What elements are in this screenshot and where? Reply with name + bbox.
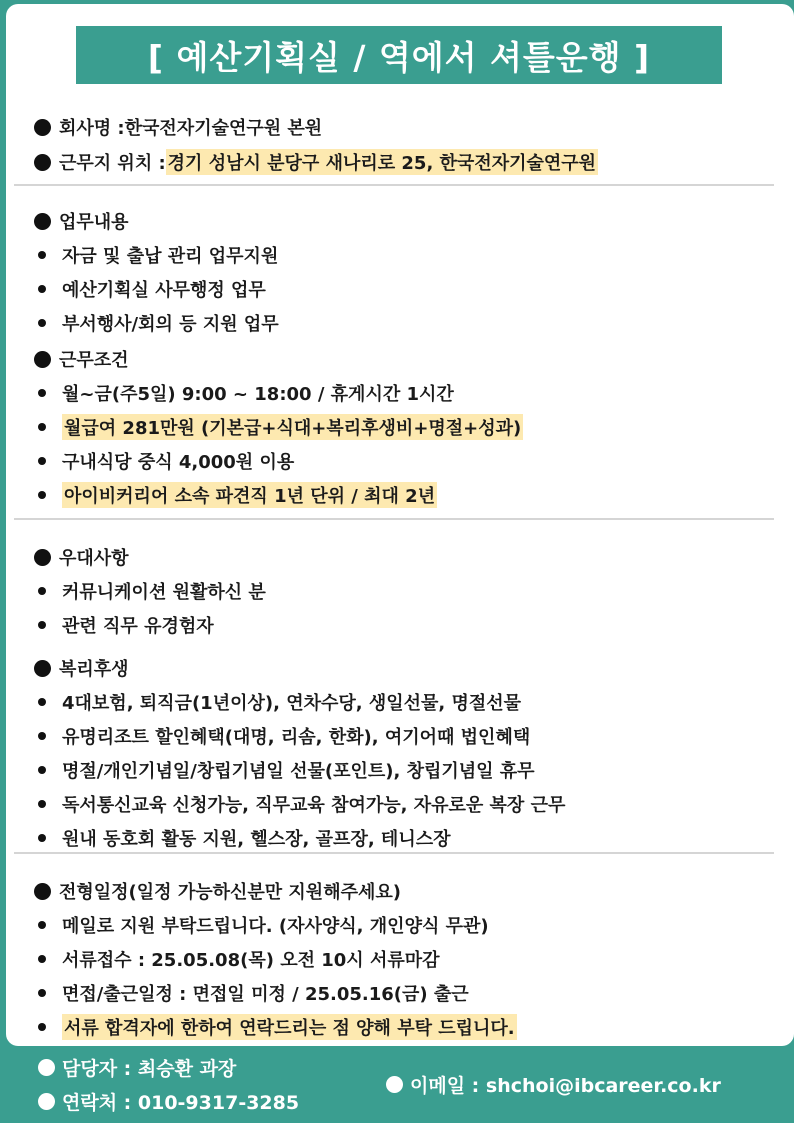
list-item: 4대보험, 퇴직금(1년이상), 연차수당, 생일선물, 명절선물: [34, 689, 521, 715]
bullet-icon: [38, 732, 46, 740]
list-item: 독서통신교육 신청가능, 직무교육 참여가능, 자유로운 복장 근무: [34, 791, 565, 817]
bullet-icon: [38, 955, 46, 963]
list-item: 커뮤니케이션 원활하신 분: [34, 578, 266, 604]
bullet-icon: [386, 1076, 403, 1093]
bullet-icon: [38, 989, 46, 997]
bullet-icon: [38, 921, 46, 929]
bullet-icon: [38, 319, 46, 327]
preferred-heading: 우대사항: [34, 544, 129, 570]
bullet-icon: [38, 251, 46, 259]
email-row: [386, 1071, 721, 1098]
list-item: 서류접수 : 25.05.08(목) 오전 10시 서류마감: [34, 946, 440, 972]
email-link[interactable]: 이메일 : shchoi@ibcareer.co.kr: [410, 1075, 721, 1097]
manager-row: 담당자 : 최승환 과장: [38, 1054, 236, 1081]
list-item: 월급여 281만원 (기본급+식대+복리후생비+명절+성과): [34, 414, 523, 440]
location-row: [34, 149, 598, 175]
page-title: [ 예산기획실 / 역에서 셔틀운행 ]: [147, 37, 651, 77]
list-item: 부서행사/회의 등 지원 업무: [34, 310, 279, 336]
divider: [14, 518, 774, 520]
bullet-icon: [34, 213, 51, 230]
bullet-icon: [38, 766, 46, 774]
bullet-icon: [38, 1093, 55, 1110]
list-item: 면접/출근일정 : 면접일 미정 / 25.05.16(금) 출근: [34, 980, 469, 1006]
bullet-icon: [38, 1023, 46, 1031]
phone-text[interactable]: 연락처 : 010-9317-3285: [62, 1092, 300, 1114]
list-item: 유명리조트 할인혜택(대명, 리솜, 한화), 여기어때 법인혜택: [34, 723, 530, 749]
contact-footer: [0, 1046, 794, 1123]
title-banner: [76, 26, 722, 84]
divider: [14, 852, 774, 854]
phone-row: [38, 1088, 299, 1115]
bullet-icon: [34, 883, 51, 900]
bullet-icon: [38, 621, 46, 629]
bullet-icon: [34, 549, 51, 566]
welfare-heading: 복리후생: [34, 655, 129, 681]
list-item: 예산기획실 사무행정 업무: [34, 276, 266, 302]
conditions-heading: 근무조건: [34, 346, 129, 372]
bullet-icon: [38, 491, 46, 499]
bullet-icon: [38, 457, 46, 465]
list-item: 구내식당 중식 4,000원 이용: [34, 448, 294, 474]
company-value: 한국전자기술연구원 본원: [124, 118, 323, 139]
bullet-icon: [34, 351, 51, 368]
bullet-icon: [38, 587, 46, 595]
company-row: [34, 114, 322, 140]
duties-heading: 업무내용: [34, 208, 129, 234]
bullet-icon: [38, 1059, 55, 1076]
list-item: 자금 및 출납 관리 업무지원: [34, 242, 278, 268]
bullet-icon: [38, 423, 46, 431]
bullet-icon: [38, 800, 46, 808]
bullet-icon: [38, 698, 46, 706]
divider: [14, 184, 774, 186]
bullet-icon: [38, 389, 46, 397]
bullet-icon: [34, 660, 51, 677]
list-item: 서류 합격자에 한하여 연락드리는 점 양해 부탁 드립니다.: [34, 1014, 517, 1040]
bullet-icon: [38, 285, 46, 293]
list-item: 관련 직무 유경험자: [34, 612, 214, 638]
company-label: 회사명 :: [59, 118, 125, 139]
bullet-icon: [38, 834, 46, 842]
list-item: 명절/개인기념일/창립기념일 선물(포인트), 창립기념일 휴무: [34, 757, 535, 783]
bullet-icon: [34, 154, 51, 171]
location-value: 경기 성남시 분당구 새나리로 25, 한국전자기술연구원: [166, 149, 598, 175]
list-item: 아이비커리어 소속 파견직 1년 단위 / 최대 2년: [34, 482, 437, 508]
bullet-icon: [34, 119, 51, 136]
list-item: 원내 동호회 활동 지원, 헬스장, 골프장, 테니스장: [34, 825, 450, 851]
list-item: 메일로 지원 부탁드립니다. (자사양식, 개인양식 무관): [34, 912, 489, 938]
location-label: 근무지 위치 :: [59, 153, 166, 174]
list-item: 월~금(주5일) 9:00 ~ 18:00 / 휴게시간 1시간: [34, 380, 454, 406]
schedule-heading: 전형일정(일정 가능하신분만 지원해주세요): [34, 878, 401, 904]
